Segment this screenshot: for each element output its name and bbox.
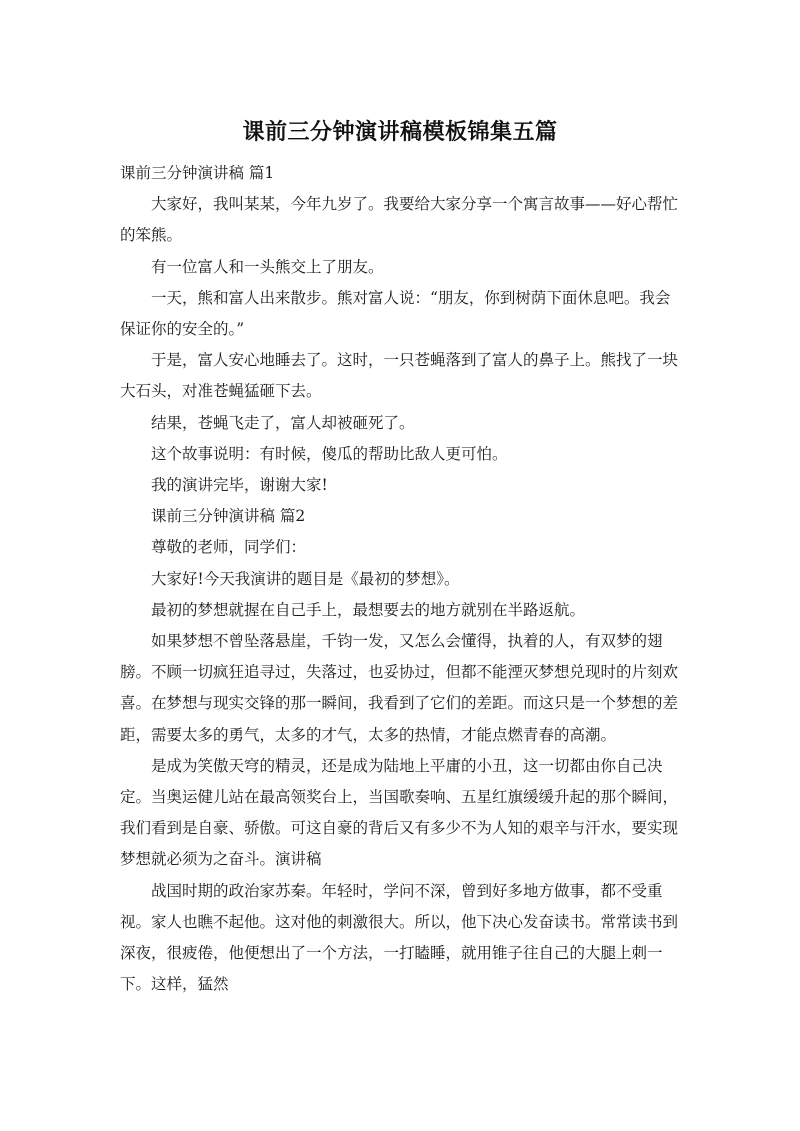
document-body — [120, 158, 680, 1000]
section-heading: 课前三分钟演讲稿 篇2 — [151, 507, 306, 526]
paragraph: 大家好，我叫某某，今年九岁了。我要给大家分享一个寓言故事——好心帮忙的笨熊。 — [120, 195, 679, 245]
paragraph: 有一位富人和一头熊交上了朋友。 — [151, 257, 384, 276]
paragraph: 是成为笑傲天穹的精灵，还是成为陆地上平庸的小丑，这一切都由你自己决定。当奥运健儿站在最高领奖台上，当国歌奏响、五星红旗缓缓升起的那个瞬间，我们看到是自豪、骄傲。可这自豪的背后又有多少不为人知的艰辛与汗水，要实现梦想就必须为之奋斗。演讲稿 — [120, 756, 679, 869]
paragraph: 尊敬的老师，同学们： — [151, 538, 307, 557]
paragraph: 如果梦想不曾坠落悬崖，千钧一发，又怎么会懂得，执着的人，有双梦的翅膀。不顾一切疯狂追寻过，失落过，也妥协过，但都不能湮灭梦想兑现时的片刻欢喜。在梦想与现实交锋的那一瞬间，我看到了它们的差距。而这只是一个梦想的差距，需要太多的勇气，太多的才气，太多的热情，才能点燃青春的高潮。 — [120, 632, 679, 744]
paragraph: 于是，富人安心地睡去了。这时，一只苍蝇落到了富人的鼻子上。熊找了一块大石头，对准苍蝇猛砸下去。 — [120, 351, 679, 401]
paragraph: 我的演讲完毕，谢谢大家! — [151, 476, 328, 495]
paragraph: 一天，熊和富人出来散步。熊对富人说：“朋友，你到树荫下面休息吧。我会保证你的安全的。” — [120, 288, 671, 339]
section-heading: 课前三分钟演讲稿 篇1 — [120, 164, 275, 182]
paragraph: 大家好!今天我演讲的题目是《最初的梦想》。 — [151, 569, 460, 588]
paragraph: 战国时期的政治家苏秦。年轻时，学问不深，曾到好多地方做事，都不受重视。家人也瞧不起他。这对他的刺激很大。所以，他下决心发奋读书。常常读书到深夜，很疲倦，他便想出了一个方法，一打瞌睡，就用锥子往自己的大腿上刺一下。这样，猛然 — [120, 881, 679, 994]
paragraph: 最初的梦想就握在自己手上，最想要去的地方就别在半路返航。 — [151, 600, 586, 619]
paragraph: 结果，苍蝇飞走了，富人却被砸死了。 — [151, 413, 415, 432]
document-title: 课前三分钟演讲稿模板锦集五篇 — [242, 120, 558, 145]
paragraph: 这个故事说明：有时候，傻瓜的帮助比敌人更可怕。 — [151, 444, 508, 463]
